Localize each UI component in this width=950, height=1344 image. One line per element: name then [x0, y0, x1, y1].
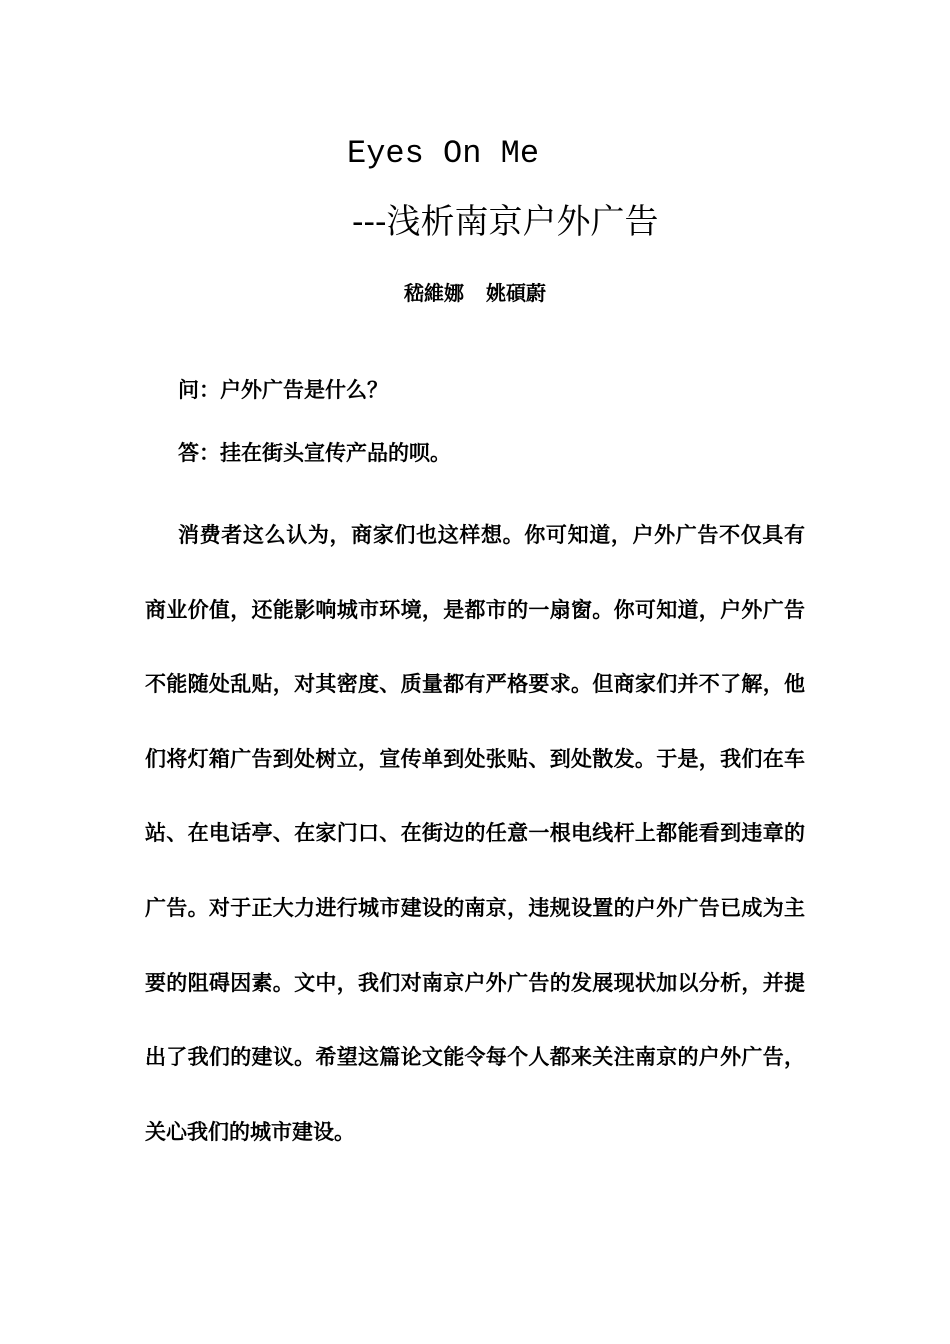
author-line [0, 279, 950, 307]
document-title: Eyes On Me [347, 135, 540, 172]
document-subtitle: ---浅析南京户外广告 [352, 202, 659, 242]
body-paragraph: 消费者这么认为，商家们也这样想。你可知道，户外广告不仅具有商业价值，还能影响城市环境，是都市的一扇窗。你可知道，户外广告不能随处乱贴，对其密度、质量都有严格要求。但商家们并不了解，他们将灯箱广告到处树立，宣传单到处张贴、到处散发。于是，我们在车站、在电话亭、在家门口、在街边的任意一根电线杆上都能看到违章的广告。对于正大力进行城市建设的南京，违规设置的户外广告已成为主要的阻碍因素。文中，我们对南京户外广告的发展现状加以分析，并提出了我们的建议。希望这篇论文能令每个人都来关注南京的户外广告，关心我们的城市建设。 [145, 523, 805, 1144]
question-line: 问：户外广告是什么？ [178, 378, 388, 402]
answer-line: 答：挂在街头宣传产品的呗。 [178, 441, 451, 465]
author-name: 姚碩蔚 [486, 281, 546, 305]
author-name: 嵇維娜 [404, 281, 464, 305]
